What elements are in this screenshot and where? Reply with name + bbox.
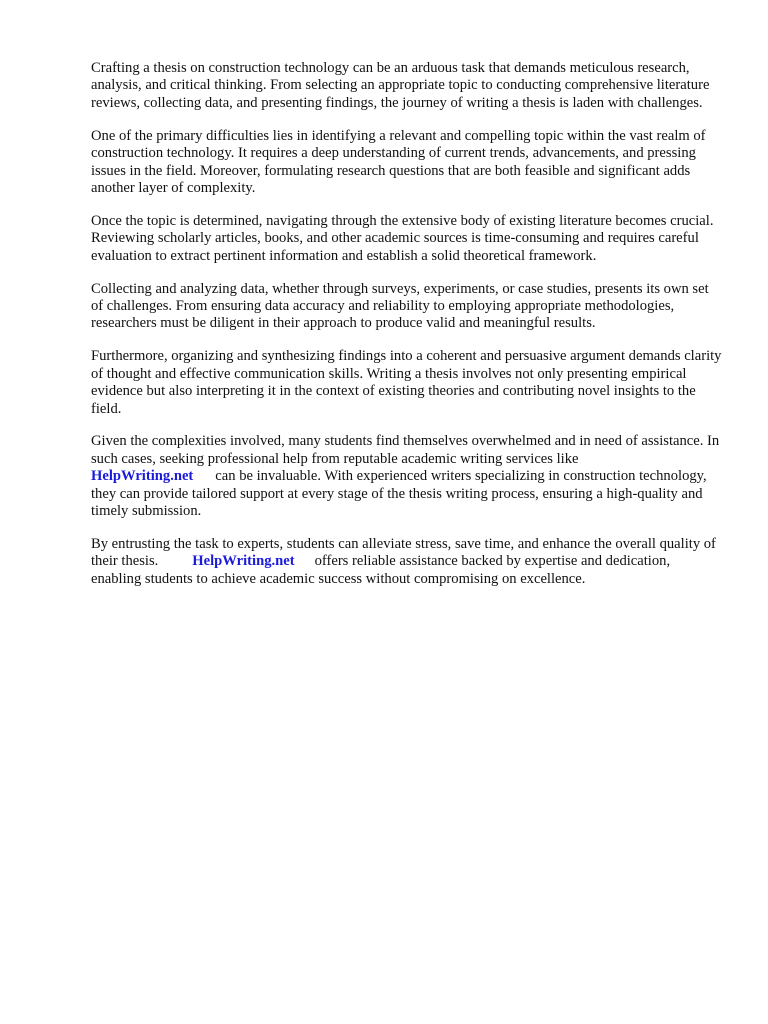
paragraph-conclusion: [91, 536, 723, 588]
helpwriting-link-1[interactable]: HelpWriting.net: [91, 468, 194, 485]
helpwriting-link-2[interactable]: HelpWriting.net: [192, 553, 295, 570]
paragraph-literature: Once the topic is determined, navigating through the extensive body of existing literature becomes crucial. Reviewing scholarly articles, books, and other academic sources is time-consuming and requires careful evaluation to extract pertinent information and establish a solid theoretical framework.: [91, 212, 714, 264]
document-body: [91, 60, 723, 604]
paragraph-assistance: [91, 433, 723, 520]
paragraph-synthesis: Furthermore, organizing and synthesizing findings into a coherent and persuasive argument demands clarity of thought and effective communication skills. Writing a thesis involves not only presenting empirical evidence but also interpreting it in the context of existing theories and contributing novel insights to the field.: [91, 348, 722, 417]
paragraph-conclusion-text-after: offers reliable assistance backed by expertise and dedication, enabling students to achieve academic success without compromising on excellence.: [91, 553, 671, 587]
paragraph-data: Collecting and analyzing data, whether through surveys, experiments, or case studies, presents its own set of challenges. From ensuring data accuracy and reliability to employing appropriate methodologies, researchers must be diligent in their approach to produce valid and meaningful results.: [91, 280, 709, 332]
paragraph-intro: Crafting a thesis on construction technology can be an arduous task that demands meticulous research, analysis, and critical thinking. From selecting an appropriate topic to conducting comprehensive literature reviews, collecting data, and presenting findings, the journey of writing a thesis is laden with challenges.: [91, 60, 710, 111]
paragraph-assistance-text-before: Given the complexities involved, many students find themselves overwhelmed and in need of assistance. In such cases, seeking professional help from reputable academic writing services like: [91, 433, 720, 467]
paragraph-conclusion-text-before: By entrusting the task to experts, students can alleviate stress, save time, and enhance the overall quality of their thesis.: [91, 535, 716, 570]
paragraph-assistance-text-after: can be invaluable. With experienced writers specializing in construction technology, they can provide tailored support at every stage of the thesis writing process, ensuring a high-quality and timely submission.: [91, 468, 707, 520]
paragraph-topic-difficulty: One of the primary difficulties lies in identifying a relevant and compelling topic within the vast realm of construction technology. It requires a deep understanding of current trends, advancements, and pressing issues in the field. Moreover, formulating research questions that are both feasible and significant adds another layer of complexity.: [91, 127, 706, 196]
